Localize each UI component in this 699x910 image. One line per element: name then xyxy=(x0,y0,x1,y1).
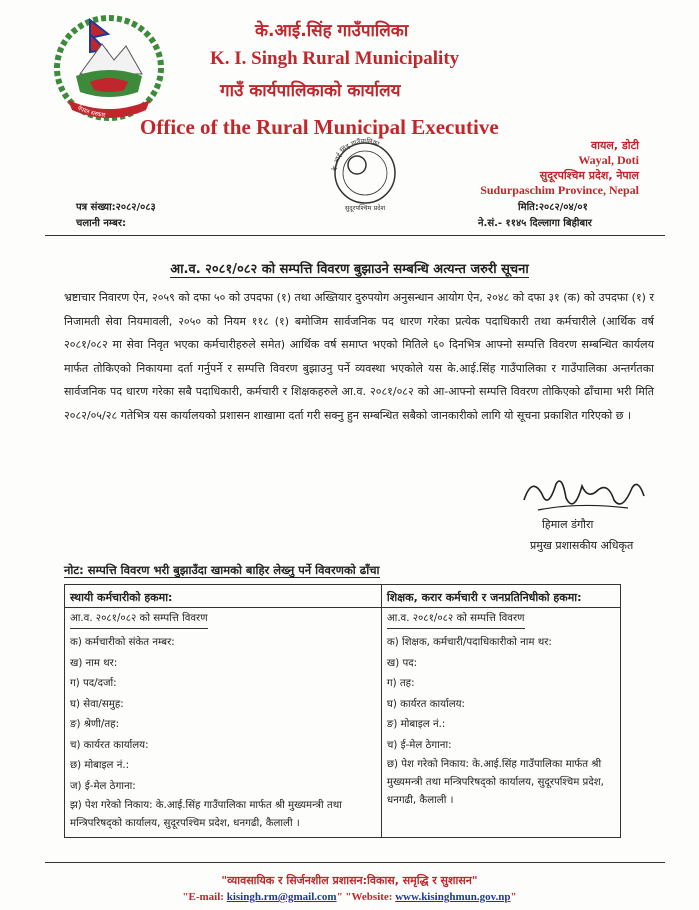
form-field: च) ई-मेल ठेगाना: xyxy=(386,739,452,751)
form-field: छ) मोबाइल नं.: xyxy=(70,760,130,771)
form-field: ख) पद: xyxy=(386,657,418,669)
dispatch-number: चलानी नम्बर: xyxy=(76,218,126,229)
form-field: च) कार्यरत कार्यालय: xyxy=(70,739,149,751)
teacher-contract-heading: शिक्षक, करार कर्मचारी र जनप्रतिनिधीको हकमा: xyxy=(382,589,620,608)
notice-subject xyxy=(0,259,699,277)
signatory-name: हिमाल डंगौरा xyxy=(542,518,594,531)
form-field: घ) सेवा/समुह: xyxy=(70,698,124,710)
letter-date: मिति:२०८२/०४/०१ xyxy=(518,202,588,213)
header-divider xyxy=(45,235,665,236)
envelope-format-table xyxy=(64,584,621,838)
website-label: " "Website: xyxy=(336,891,396,903)
form-field: ग) तह: xyxy=(386,678,415,689)
form-field-submitting-body: छ) पेश गरेको निकाय: के.आई.सिंह गाउँपालिका मार्फत श्री मुख्यमन्त्री तथा मन्त्रिपरिषद्को कार्यालय, सुदूरपश्चिम प्रदेश, धनगढी, कैलाली । xyxy=(386,759,604,806)
teacher-contract-subheading: आ.व. २०८१/०८२ को सम्पत्ति विवरण xyxy=(387,610,525,629)
form-field: घ) कार्यरत कार्यालय: xyxy=(386,698,465,710)
municipality-name-np: के.आई.सिंह गाउँपालिका xyxy=(255,21,409,41)
notice-subject-text: आ.व. २०८१/०८२ को सम्पत्ति विवरण बुझाउने सम्बन्धि अत्यन्त जरुरी सूचना xyxy=(170,262,529,277)
footer-divider xyxy=(45,862,665,863)
nepal-emblem-icon xyxy=(50,12,168,124)
signatory-title: प्रमुख प्रशासकीय अधिकृत xyxy=(530,539,634,552)
address-en-2: Sudurpaschim Province, Nepal xyxy=(480,183,639,197)
form-field: ग) पद/दर्जा: xyxy=(70,678,117,689)
letter-number: पत्र संख्या:२०८२/०८३ xyxy=(76,202,156,213)
teacher-contract-column xyxy=(381,585,620,838)
office-seal-icon xyxy=(325,135,405,213)
email-link[interactable]: kisingh.rm@gmail.com xyxy=(226,891,337,903)
permanent-staff-heading: स्थायी कर्मचारीको हकमा: xyxy=(65,589,381,608)
form-field: ङ) मोबाइल नं.: xyxy=(386,719,446,730)
seal-text: के.आई.सिंह गाउँपालिका xyxy=(330,136,381,172)
signature-icon xyxy=(518,470,648,522)
form-field-submitting-body: झ) पेश गरेको निकाय: के.आई.सिंह गाउँपालिका मार्फत श्री मुख्यमन्त्री तथा मन्त्रिपरिषद्को कार्यालय, सुदूरपश्चिम प्रदेश, धनगढी, कैलाली । xyxy=(70,800,342,829)
form-field: क) शिक्षक, कर्मचारी/पदाधिकारीको नाम थर: xyxy=(386,637,552,648)
notice-body: भ्रष्टाचार निवारण ऐन, २०५९ को दफा ५० को उपदफा (१) तथा अख्तियार दुरुपयोग अनुसन्धान आयोग ऐन, २०४८ को दफा ३१ (क) को उपदफा (१) र निजामती सेवा नियमावली, २०५० को नियम ११८ (१) बमोजिम सार्वजनिक पद धारण गरेका प्रत्येक पदाधिकारी तथा कर्मचारीले (आर्थिक वर्ष २०८१/०८२ मा सेवा निवृत भएका कर्मचारीहरुले समेत) आर्थिक वर्ष समाप्त भएको मितिले ६० दिनभित्र आफ्नो सम्पत्ति विवरण सम्बन्धित कार्यलय मार्फत तोकिएको निकायमा दर्ता गर्नुपर्ने र सम्पत्ति विवरण बुझाउनु पर्ने व्यवस्था भएकोले यस के.आई.सिंह गाउँपालिका र गाउँपालिका अन्तर्गतका सार्वजनिक पद धारण गरेका सबै पदाधिकारी, कर्मचारी र शिक्षकहरुले आ.व. २०८१/०८२ को आ-आफ्नो सम्पत्ति विवरण तोकिएको ढाँचामा भरी मिति २०८२/०५/२८ गतेभित्र यस कार्यालयको प्रशासन शाखामा दर्ता गरी सक्नु हुन सम्बन्धित सबैको जानकारीको लागि यो सूचना प्रकाशित गरिएको छ । xyxy=(64,291,654,422)
municipality-name-en: K. I. Singh Rural Municipality xyxy=(210,48,460,69)
email-label: "E-mail: xyxy=(182,891,227,903)
form-field: ङ) श्रेणी/तह: xyxy=(70,719,119,730)
address-en-1: Wayal, Doti xyxy=(578,153,639,167)
footer-slogan: "व्यावसायिक र सिर्जनशील प्रशासन:विकास, समृद्धि र सुशासन" xyxy=(221,874,478,887)
note-heading-text: नोट: सम्पत्ति विवरण भरी बुझाउँदा खामको बाहिर लेख्नु पर्ने विवरणको ढाँचा xyxy=(64,563,380,577)
svg-text:के.आई.सिंह गाउँपालिका xyxy=(331,137,381,171)
contact-end-quote: " xyxy=(510,891,517,903)
form-field: ज) ई-मेल ठेगाना: xyxy=(70,780,136,792)
seal-caption: सुदूरपश्चिम प्रदेश xyxy=(344,204,386,212)
website-link[interactable]: www.kisinghmun.gov.np xyxy=(395,891,511,903)
address-np-2: सुदूरपश्चिम प्रदेश, नेपाल xyxy=(539,169,639,182)
office-name-en: Office of the Rural Municipal Executive xyxy=(140,115,499,139)
footer-contact xyxy=(0,891,699,903)
address-np-1: वायल, डोटी xyxy=(591,139,639,152)
emblem-caption: नेपाल सरकार xyxy=(76,104,106,119)
office-name-np: गाउँ कार्यपालिकाको कार्यालय xyxy=(220,81,401,101)
form-field: क) कर्मचारीको संकेत नम्बर: xyxy=(70,637,175,648)
nepal-sambat-date: ने.सं.- ११४५ दिल्लागा बिहीबार xyxy=(478,218,592,229)
form-field: ख) नाम थर: xyxy=(70,657,118,669)
note-heading xyxy=(64,563,380,578)
permanent-staff-subheading: आ.व. २०८१/०८२ को सम्पत्ति विवरण xyxy=(70,610,208,629)
permanent-staff-column xyxy=(65,585,382,838)
